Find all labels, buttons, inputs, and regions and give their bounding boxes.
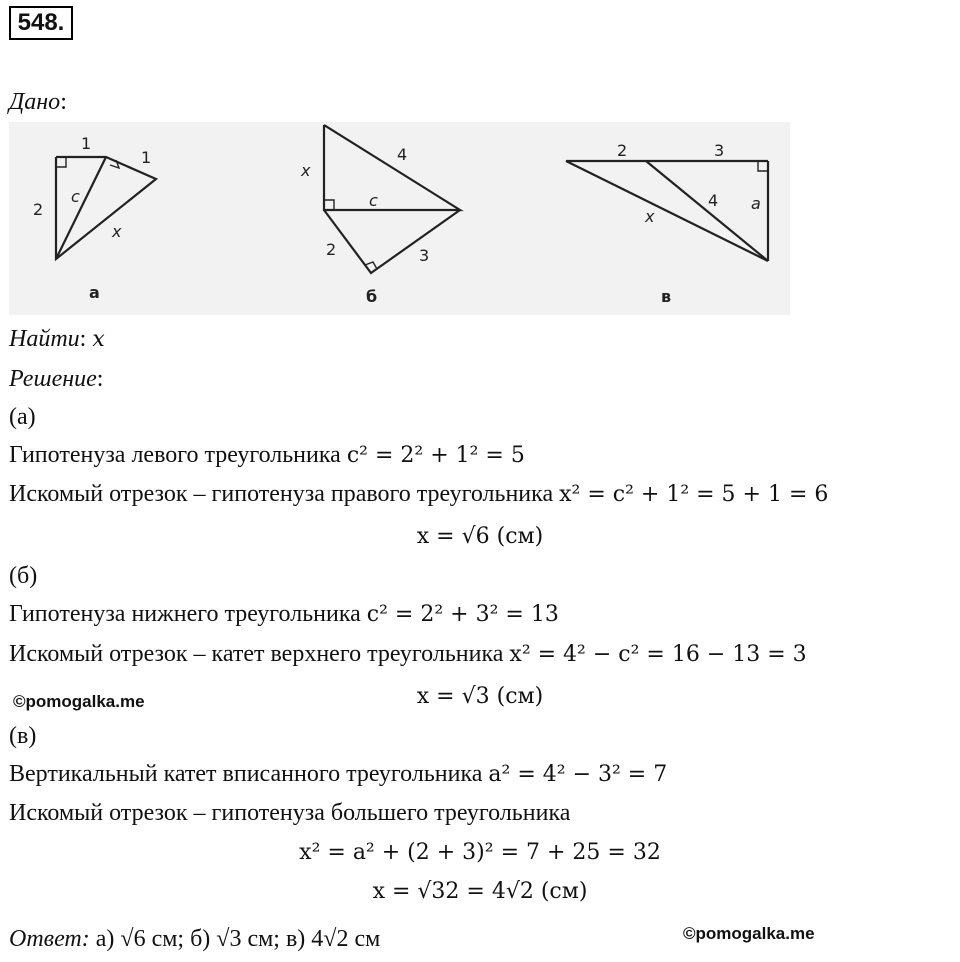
label-c-3: 3 (714, 141, 725, 160)
solution-label: Решение (9, 366, 97, 392)
label-a-x: x (112, 222, 122, 241)
part-b-result: x = √3 (см) (416, 684, 544, 709)
figure-a-lines (56, 157, 156, 259)
part-c-formula: x² = a² + (2 + 3)² = 7 + 25 = 32 (299, 840, 661, 865)
part-c-result: x = √32 = 4√2 (см) (372, 879, 588, 904)
part-b-line2-math: x² = 4² − c² = 16 − 13 = 3 (509, 642, 807, 667)
given-label: Дано (9, 89, 61, 115)
right-angle-mark (56, 157, 66, 167)
part-b-label: (б) (9, 563, 38, 589)
label-c-a: a (751, 194, 761, 213)
part-c-label: (в) (9, 723, 37, 749)
answer-label: Ответ: (9, 926, 90, 952)
given-heading: Дано: (9, 89, 67, 115)
label-a-c: c (71, 187, 80, 206)
caption-b: б (366, 287, 378, 306)
label-c-4: 4 (708, 191, 719, 210)
part-a-line1 (9, 440, 525, 471)
right-angle-mark (324, 200, 334, 210)
part-a-result: x = √6 (см) (416, 524, 544, 549)
find-label: Найти (9, 326, 80, 352)
figure-b-bottom-triangle (324, 210, 460, 273)
watermark-left: ©pomogalka.me (13, 692, 145, 711)
caption-a: а (89, 283, 100, 302)
part-b-line2 (9, 639, 807, 670)
figure-c-hypotenuse (566, 161, 768, 261)
part-c-line2: Искомый отрезок – гипотенуза большего треугольника (9, 800, 571, 826)
part-c-line1-text: Вертикальный катет вписанного треугольника (9, 761, 489, 787)
label-b-3: 3 (419, 246, 430, 265)
label-b-x: x (301, 161, 311, 180)
watermark-right: ©pomogalka.me (683, 924, 815, 943)
label-b-c: c (369, 191, 378, 210)
solution-heading: Решение: (9, 366, 104, 392)
figure-b-top-triangle (324, 125, 460, 210)
label-a-left-2: 2 (33, 200, 44, 219)
figure-c-inner-line (646, 161, 768, 261)
label-c-x: x (645, 207, 655, 226)
part-c-line1-math: a² = 4² − 3² = 7 (488, 762, 668, 787)
problem-number: 548. (9, 6, 73, 40)
part-b-line1-math: c² = 2² + 3² = 13 (366, 602, 559, 627)
find-line: Найти: x (9, 326, 105, 352)
figure-a-c-line (56, 157, 106, 259)
part-a-line1-text: Гипотенуза левого треугольника (9, 442, 347, 468)
part-b-line2-text: Искомый отрезок – катет верхнего треугольника (9, 641, 510, 667)
part-b-line1-text: Гипотенуза нижнего треугольника (9, 601, 367, 627)
answer-text: а) √6 см; б) √3 см; в) 4√2 см (95, 926, 381, 952)
right-angle-mark (758, 161, 768, 171)
find-variable: x (92, 327, 105, 352)
label-a-right-1: 1 (141, 148, 152, 167)
triangles-drawing (9, 122, 790, 315)
part-a-line2-text: Искомый отрезок – гипотенуза правого треугольника (9, 481, 560, 507)
label-a-top-1: 1 (81, 134, 92, 153)
geometry-figure (9, 122, 790, 315)
answer-line (9, 924, 380, 954)
part-b-line1 (9, 599, 559, 630)
part-a-line1-math: c² = 2² + 1² = 5 (346, 443, 525, 468)
label-b-4: 4 (397, 145, 408, 164)
part-a-line2-math: x² = c² + 1² = 5 + 1 = 6 (559, 482, 829, 507)
label-c-2: 2 (617, 141, 628, 160)
label-b-2: 2 (326, 240, 337, 259)
part-a-label: (а) (9, 404, 36, 430)
part-c-line1 (9, 759, 667, 790)
part-a-line2 (9, 479, 828, 510)
caption-c: в (661, 287, 672, 306)
